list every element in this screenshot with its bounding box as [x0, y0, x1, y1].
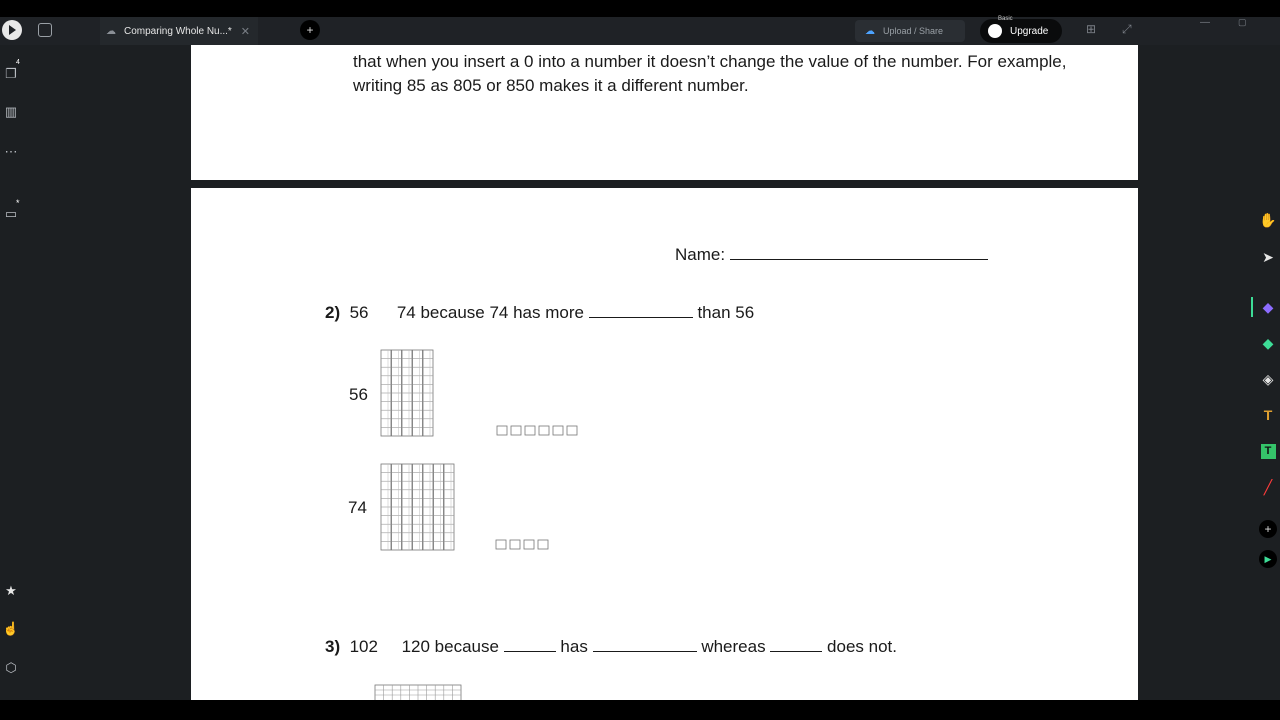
- bottom-letterbox: [0, 700, 1280, 720]
- star-icon[interactable]: ★: [5, 583, 17, 598]
- cloud-upload-icon: ☁: [865, 25, 875, 37]
- tens-rod: [423, 464, 433, 550]
- unit-cube: [553, 426, 563, 435]
- notes-icon[interactable]: ▭: [4, 206, 18, 221]
- unit-cube: [525, 426, 535, 435]
- highlighter-tool-icon[interactable]: ◆: [1262, 334, 1274, 351]
- name-blank: [730, 244, 988, 260]
- q3-text-d: whereas: [701, 637, 766, 656]
- more-icon[interactable]: ⋯: [4, 144, 18, 159]
- tens-rod: [392, 350, 402, 436]
- tens-rod: [413, 464, 423, 550]
- q3-blank-3: [770, 636, 822, 652]
- document-page-2: [191, 188, 1138, 700]
- name-field: [675, 244, 988, 265]
- title-bar: [0, 17, 1280, 45]
- book-icon[interactable]: ▥: [4, 104, 18, 119]
- base-ten-blocks-56: [379, 348, 579, 438]
- tens-rod: [413, 350, 423, 436]
- top-letterbox: [0, 0, 1280, 17]
- avatar: [988, 24, 1002, 38]
- minimize-icon[interactable]: —: [1200, 17, 1210, 28]
- base-ten-flat-102: [374, 684, 464, 700]
- play-icon[interactable]: ▶: [1258, 549, 1278, 569]
- question-2: [325, 302, 754, 323]
- q2-label-56: 56: [349, 385, 368, 404]
- tens-rod: [402, 464, 412, 550]
- pages-count-badge: 4: [16, 59, 20, 66]
- q2-text-a: 56: [349, 303, 369, 322]
- q2-text-b: 74 because 74 has more: [396, 303, 584, 322]
- page1-paragraph: that when you insert a 0 into a number it doesn’t change the value of the number. For example, writing 85 as 805 or 850 makes it a different number.: [353, 52, 1067, 95]
- q3-text-b: 120 because: [401, 637, 499, 656]
- tens-rod: [381, 464, 391, 550]
- q2-blank: [589, 302, 693, 318]
- app-logo-icon[interactable]: [2, 20, 22, 40]
- unit-cube: [510, 540, 520, 549]
- left-sidebar: [0, 45, 28, 700]
- expand-icon[interactable]: ⤢: [1122, 22, 1132, 36]
- q3-text-a: 102: [349, 637, 378, 656]
- q2-number: 2): [325, 303, 341, 322]
- eraser-tool-icon[interactable]: ◈: [1262, 370, 1274, 387]
- unit-cube: [538, 540, 548, 549]
- tens-rod: [381, 350, 391, 436]
- layers-icon[interactable]: ⬡: [5, 660, 17, 675]
- upgrade-label: Upgrade: [1010, 25, 1049, 37]
- unit-cube: [496, 540, 506, 549]
- tens-rod: [423, 350, 433, 436]
- notifications-icon[interactable]: ⊞: [1086, 22, 1097, 36]
- maximize-icon[interactable]: ▢: [1238, 17, 1247, 27]
- textbox-tool-icon[interactable]: T: [1258, 441, 1278, 461]
- tab-title: Comparing Whole Nu...*: [124, 25, 232, 37]
- cloud-sync-icon: ☁: [106, 25, 116, 37]
- q3-number: 3): [325, 637, 341, 656]
- right-toolbar: [1250, 45, 1280, 700]
- unit-cube: [511, 426, 521, 435]
- notes-badge: *: [16, 198, 20, 208]
- home-icon[interactable]: [38, 23, 52, 37]
- upload-share-button[interactable]: [855, 20, 965, 42]
- q2-text-c: than 56: [697, 303, 755, 322]
- document-tab[interactable]: [100, 17, 258, 45]
- q2-label-74: 74: [348, 498, 367, 517]
- tens-rod: [402, 350, 412, 436]
- base-ten-blocks-74: [379, 462, 579, 552]
- new-tab-button[interactable]: +: [300, 20, 320, 40]
- active-tool-indicator: [1251, 297, 1253, 317]
- upgrade-button[interactable]: [980, 16, 1062, 43]
- touch-icon[interactable]: ☝: [2, 621, 20, 636]
- tens-rod: [392, 464, 402, 550]
- name-label: Name:: [675, 245, 730, 264]
- upload-share-label: Upload / Share: [883, 26, 944, 36]
- select-tool-icon[interactable]: ➤: [1262, 248, 1274, 265]
- close-tab-icon[interactable]: ✕: [240, 25, 250, 38]
- q3-text-c: has: [560, 637, 588, 656]
- plan-badge: Basic: [998, 16, 1013, 22]
- unit-cube: [567, 426, 577, 435]
- document-page-1: [191, 45, 1138, 180]
- unit-cube: [539, 426, 549, 435]
- pen-tool-icon[interactable]: ◆: [1262, 298, 1274, 315]
- unit-cube: [524, 540, 534, 549]
- q3-blank-1: [504, 636, 556, 652]
- q3-text-e: does not.: [827, 637, 897, 656]
- tens-rod: [444, 464, 454, 550]
- hand-tool-icon[interactable]: ✋: [1259, 211, 1277, 228]
- pages-icon[interactable]: ❐: [5, 66, 17, 81]
- line-tool-icon[interactable]: ╱: [1263, 478, 1273, 495]
- add-tool-icon[interactable]: +: [1258, 519, 1278, 539]
- unit-cube: [497, 426, 507, 435]
- tens-rod: [434, 464, 444, 550]
- q3-blank-2: [593, 636, 697, 652]
- text-tool-icon[interactable]: T: [1263, 407, 1273, 423]
- question-3: [325, 636, 897, 657]
